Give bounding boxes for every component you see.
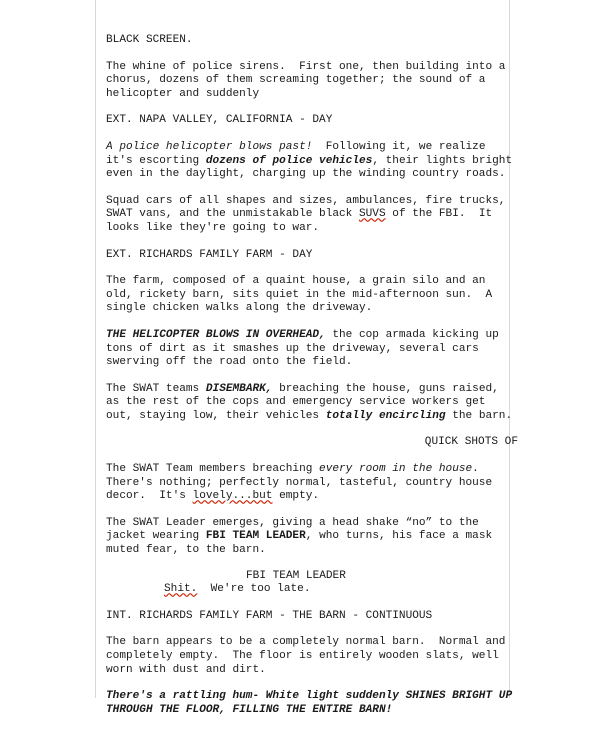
action-line: Squad cars of all shapes and sizes, ambulances, fire trucks, xyxy=(106,194,506,207)
action-swat-leader xyxy=(106,517,518,558)
action-line: The whine of police sirens. First one, then building into a xyxy=(106,60,506,73)
dialogue-too-late xyxy=(106,583,518,597)
action-run: empty. xyxy=(272,490,320,503)
spellcheck-flagged-word: Shit. xyxy=(164,583,198,596)
slugline-text: EXT. NAPA VALLEY, CALIFORNIA - DAY xyxy=(106,114,333,127)
action-run: The SWAT Team members breaching xyxy=(106,463,320,476)
action-sirens xyxy=(106,61,518,102)
script-body xyxy=(106,34,518,730)
action-line: There's nothing; perfectly normal, tasteful, country house xyxy=(106,476,493,489)
action-line: The barn appears to be a completely normal barn. Normal and xyxy=(106,636,506,649)
action-breaching-rooms xyxy=(106,463,518,504)
action-helicopter-overhead xyxy=(106,329,518,370)
action-run: the cop armada kicking up xyxy=(325,328,499,341)
slugline-richards-farm-day xyxy=(106,249,518,263)
slugline-text: INT. RICHARDS FAMILY FARM - THE BARN - CONTINUOUS xyxy=(106,609,433,622)
transition-text: QUICK SHOTS OF xyxy=(424,436,518,449)
action-run: decor. It's xyxy=(106,490,193,503)
action-line: looks like they're going to war. xyxy=(106,221,320,234)
action-line: as the rest of the cops and emergency service workers get xyxy=(106,396,486,409)
action-farm-description xyxy=(106,275,518,316)
character-cue-fbi-team-leader xyxy=(106,570,518,584)
action-run: , their lights bright xyxy=(372,154,513,167)
action-bold-italic-run: THE HELICOPTER BLOWS IN OVERHEAD, xyxy=(106,328,326,341)
action-run: SWAT vans, and the unmistakable black xyxy=(106,208,359,221)
action-line: single chicken walks along the driveway. xyxy=(106,302,373,315)
transition-quick-shots xyxy=(106,436,518,450)
action-line: swerving off the road onto the field. xyxy=(106,356,353,369)
action-bold-italic-run: dozens of police vehicles xyxy=(205,154,373,167)
action-italic-run: every room in the house xyxy=(319,463,473,476)
spellcheck-flagged-word: lovely...but xyxy=(192,490,273,503)
action-line: The SWAT Leader emerges, giving a head shake “no” to the xyxy=(106,516,479,529)
spellcheck-flagged-word: SUVS xyxy=(358,208,386,221)
left-margin-rule xyxy=(95,0,96,698)
action-black-screen xyxy=(106,34,518,48)
action-italic-run: A police helicopter blows past! xyxy=(106,140,313,153)
action-run: jacket wearing xyxy=(106,530,206,543)
action-helicopter-escort xyxy=(106,141,518,182)
action-run: of the FBI. It xyxy=(385,208,493,221)
slugline-text: EXT. RICHARDS FAMILY FARM - DAY xyxy=(106,248,313,261)
dialogue-run: We're too late. xyxy=(197,583,311,596)
action-barn-interior xyxy=(106,636,518,677)
action-line: tons of dirt as it smashes up the driveway, several cars xyxy=(106,342,479,355)
action-text: BLACK SCREEN. xyxy=(106,34,193,46)
action-run: Following it, we realize xyxy=(312,140,486,153)
character-mention: FBI TEAM LEADER xyxy=(205,530,306,543)
action-squad-cars xyxy=(106,195,518,236)
action-run: The SWAT teams xyxy=(106,382,206,395)
action-bold-italic-run: THROUGH THE FLOOR, FILLING THE ENTIRE BARN! xyxy=(106,703,393,716)
character-cue-text: FBI TEAM LEADER xyxy=(246,569,346,582)
action-run: breaching the house, guns raised, xyxy=(272,382,499,395)
action-run: even in the daylight, charging up the winding country roads. xyxy=(106,168,506,181)
action-line: chorus, dozens of them screaming together; the sound of a xyxy=(106,74,486,87)
action-run: the barn. xyxy=(445,409,513,422)
action-run: out, staying low, their vehicles xyxy=(106,409,326,422)
slugline-napa-valley xyxy=(106,114,518,128)
action-line: The farm, composed of a quaint house, a grain silo and an xyxy=(106,275,486,288)
action-run: it's escorting xyxy=(106,154,206,167)
action-swat-disembark xyxy=(106,383,518,424)
action-line: old, rickety barn, sits quiet in the mid-afternoon sun. A xyxy=(106,288,493,301)
action-bold-italic-run: totally encircling xyxy=(325,409,446,422)
action-line: helicopter and suddenly xyxy=(106,87,260,100)
action-line: completely empty. The floor is entirely wooden slats, well xyxy=(106,650,499,662)
action-run: , who turns, his face a mask xyxy=(305,530,493,543)
action-line: muted fear, to the barn. xyxy=(106,544,266,557)
action-bold-italic-run: There's a rattling hum- White light suddenly SHINES BRIGHT UP xyxy=(106,690,513,703)
action-bold-italic-run: DISEMBARK, xyxy=(205,382,273,395)
slugline-barn-continuous xyxy=(106,610,518,624)
action-line: worn with dust and dirt. xyxy=(106,663,266,676)
action-white-light xyxy=(106,690,518,717)
action-run: . xyxy=(472,463,479,476)
